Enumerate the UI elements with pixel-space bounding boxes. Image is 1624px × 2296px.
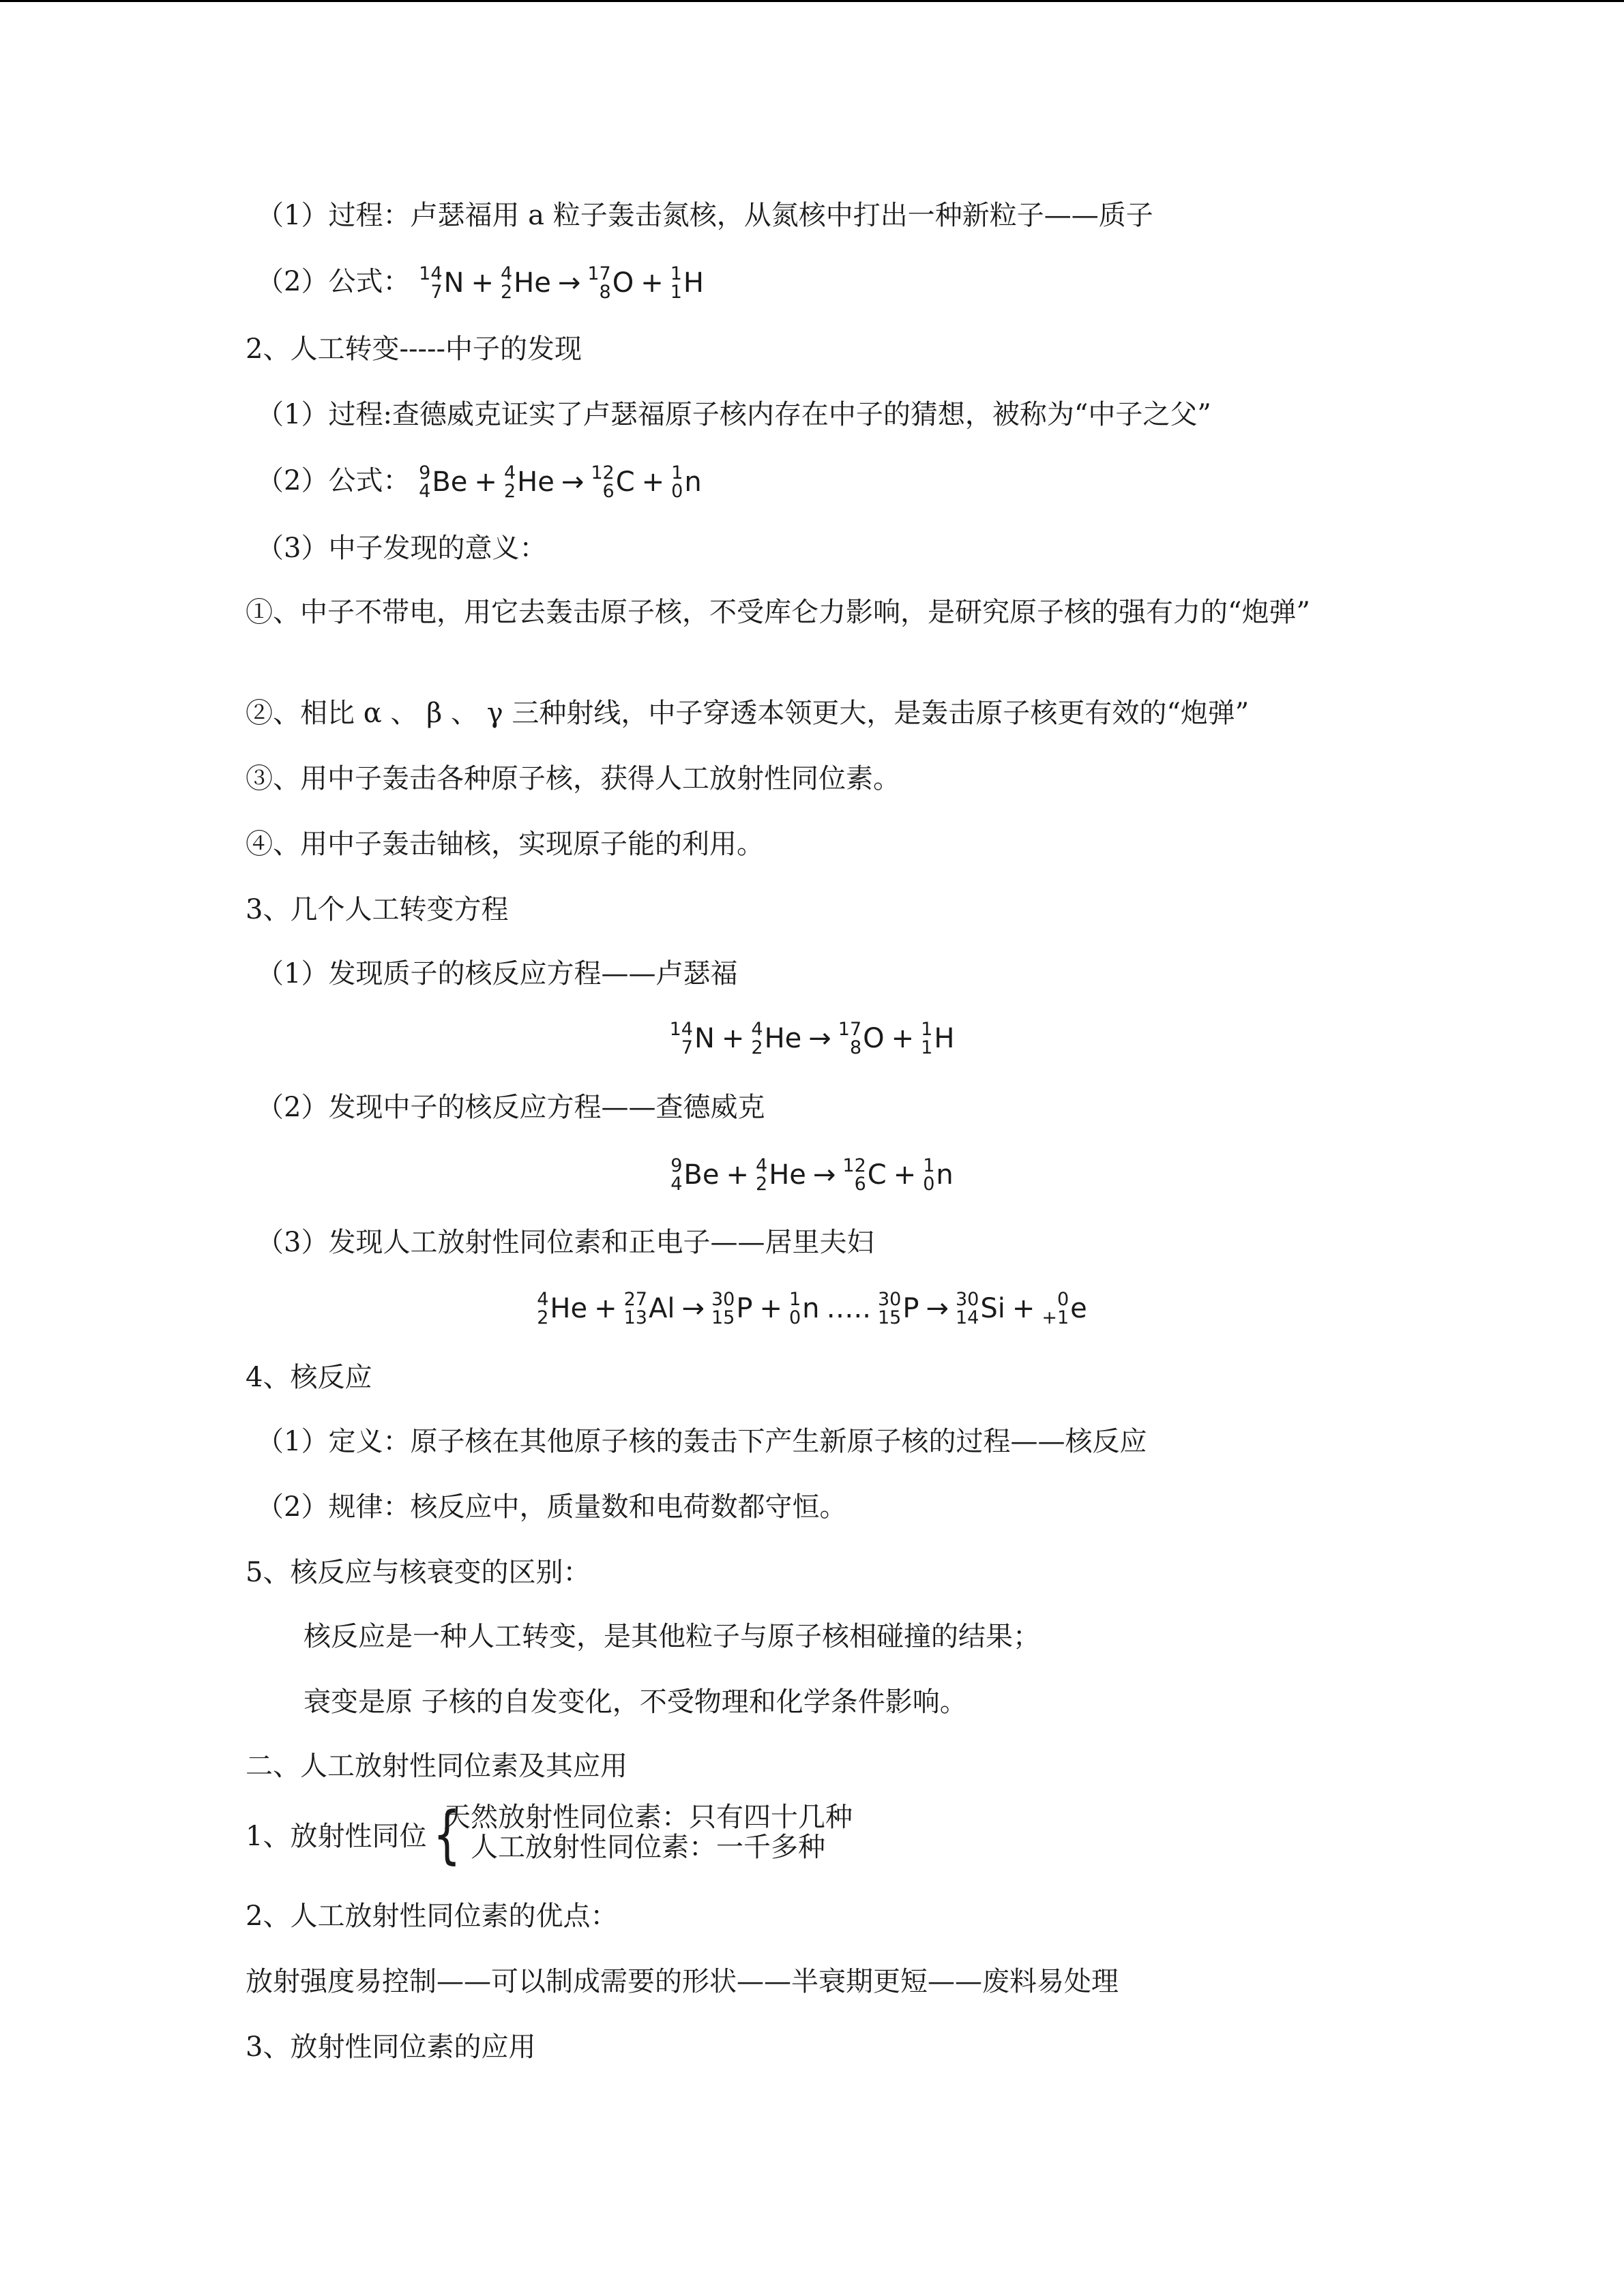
section-difference: 5、核反应与核衰变的区别：: [246, 1557, 591, 1588]
nuclide: [591, 464, 634, 501]
element-symbol: He: [514, 267, 551, 299]
equation-curie-display: [0, 1290, 1624, 1327]
nuclide: [587, 265, 634, 301]
element-symbol: P: [902, 1293, 919, 1324]
isotope-label: 1、放射性同位: [246, 1821, 427, 1852]
nuclide: [537, 1290, 587, 1327]
atomic-number: 6: [854, 1174, 866, 1195]
equation-operator: →: [926, 1293, 949, 1324]
equation-operator: +: [1012, 1293, 1035, 1324]
element-symbol: He: [550, 1293, 588, 1324]
mass-number: 30: [877, 1289, 902, 1310]
equation-operator: +: [893, 1159, 917, 1191]
mass-number: 12: [842, 1155, 866, 1176]
equation-neutron-display: [0, 1157, 1624, 1193]
atomic-number: 0: [671, 481, 683, 502]
process-line-2: （1）过程:查德威克证实了卢瑟福原子核内存在中子的猜想，被称为“中子之父”: [256, 399, 1211, 430]
equation-proton-inline: [419, 263, 704, 303]
mass-number: 1: [670, 263, 682, 284]
mass-number: 4: [537, 1289, 549, 1310]
artificial-isotope-item: 人工放射性同位素：一千多种: [471, 1832, 825, 1863]
element-symbol: P: [736, 1293, 753, 1324]
atomic-number: 2: [756, 1174, 768, 1195]
nuclide: [1042, 1290, 1087, 1327]
mass-number: 14: [669, 1019, 693, 1040]
mass-number: 14: [419, 263, 443, 284]
atomic-number: 0: [923, 1174, 935, 1195]
atomic-number: 15: [711, 1307, 735, 1328]
mass-number: 1: [921, 1019, 933, 1040]
nuclide: [624, 1290, 675, 1327]
reaction-curie-heading: （3）发现人工放射性同位素和正电子——居里夫妇: [256, 1227, 874, 1258]
nuclide: [921, 1020, 954, 1057]
element-symbol: N: [694, 1023, 715, 1054]
process-line-1: （1）过程：卢瑟福用 a 粒子轰击氮核，从氮核中打出一种新粒子——质子: [256, 200, 1153, 231]
mass-number: 30: [711, 1289, 735, 1310]
nuclide: [670, 1157, 719, 1193]
mass-number: 1: [788, 1289, 801, 1310]
element-symbol: He: [764, 1023, 802, 1054]
mass-number: 0: [1057, 1289, 1069, 1310]
equation-operator: +: [640, 267, 664, 299]
difference-decay: 衰变是原 子核的自发变化，不受物理和化学条件影响。: [304, 1686, 967, 1718]
difference-reaction: 核反应是一种人工转变，是其他粒子与原子核相碰撞的结果；: [304, 1621, 1040, 1652]
significance-item-3: ③、用中子轰击各种原子核，获得人工放射性同位素。: [246, 763, 900, 794]
element-symbol: Be: [432, 466, 468, 498]
nuclide: [756, 1157, 806, 1193]
significance-item-2: ②、相比 α 、 β 、 γ 三种射线，中子穿透本领更大，是轰击原子核更有效的“炮弹”: [246, 698, 1250, 729]
atomic-number: 13: [623, 1307, 647, 1328]
mass-number: 17: [587, 263, 611, 284]
atomic-number: 7: [430, 282, 443, 303]
section-applications: 3、放射性同位素的应用: [246, 2031, 536, 2063]
atomic-number: 8: [599, 282, 611, 303]
significance-item-1: ①、中子不带电，用它去轰击原子核，不受库仑力影响，是研究原子核的强有力的“炮弹”: [246, 597, 1310, 628]
mass-number: 4: [500, 263, 513, 284]
element-symbol: n: [936, 1159, 954, 1191]
mass-number: 1: [671, 462, 683, 483]
section-nuclear-reaction: 4、核反应: [246, 1362, 372, 1393]
nuclide: [842, 1157, 886, 1193]
nuclide: [419, 265, 464, 301]
equation-operator: …..: [826, 1293, 871, 1324]
mass-number: 27: [623, 1289, 647, 1310]
atomic-number: 1: [921, 1037, 933, 1058]
mass-number: 4: [756, 1155, 768, 1176]
nuclide: [956, 1290, 1005, 1327]
element-symbol: H: [683, 267, 704, 299]
element-symbol: O: [612, 267, 634, 299]
element-symbol: O: [863, 1023, 885, 1054]
chapter-heading-isotopes: 二、人工放射性同位素及其应用: [246, 1750, 628, 1782]
equation-operator: →: [557, 267, 581, 299]
section-neutron-discovery: 2、人工转变-----中子的发现: [246, 333, 582, 365]
element-symbol: Si: [980, 1293, 1005, 1324]
atomic-number: 15: [877, 1307, 902, 1328]
equation-operator: →: [812, 1159, 836, 1191]
element-symbol: C: [615, 466, 635, 498]
atomic-number: 2: [537, 1307, 549, 1328]
equation-operator: +: [471, 267, 494, 299]
mass-number: 17: [838, 1019, 862, 1040]
formula-line-2: [256, 464, 702, 501]
atomic-number: 7: [681, 1037, 693, 1058]
element-symbol: e: [1070, 1293, 1087, 1324]
reaction-neutron-heading: （2）发现中子的核反应方程——查德威克: [256, 1092, 765, 1123]
nuclear-reaction-rule: （2）规律：核反应中，质量数和电荷数都守恒。: [256, 1491, 847, 1523]
atomic-number: 2: [751, 1037, 763, 1058]
nuclear-reaction-definition: （1）定义：原子核在其他原子核的轰击下产生新原子核的过程——核反应: [256, 1426, 1147, 1457]
nuclide: [878, 1290, 919, 1327]
formula-label: （2）公式：: [256, 266, 411, 297]
element-symbol: He: [769, 1159, 806, 1191]
element-symbol: H: [934, 1023, 955, 1054]
mass-number: 9: [670, 1155, 683, 1176]
mass-number: 1: [923, 1155, 935, 1176]
nuclide: [419, 464, 467, 501]
equation-operator: +: [726, 1159, 749, 1191]
mass-number: 30: [955, 1289, 979, 1310]
advantages-text: 放射强度易控制——可以制成需要的形状——半衰期更短——废料易处理: [246, 1966, 1119, 1997]
nuclide: [504, 464, 555, 501]
atomic-number: 14: [955, 1307, 979, 1328]
mass-number: 4: [503, 462, 516, 483]
nuclide: [501, 265, 551, 301]
element-symbol: Be: [683, 1159, 720, 1191]
nuclide: [923, 1157, 954, 1193]
nuclide: [838, 1020, 885, 1057]
atomic-number: 6: [602, 481, 615, 502]
nuclide: [711, 1290, 752, 1327]
mass-number: 4: [751, 1019, 763, 1040]
equation-operator: →: [561, 466, 585, 498]
equation-operator: +: [474, 466, 497, 498]
page-top-border: [0, 0, 1624, 2]
equation-operator: +: [594, 1293, 617, 1324]
section-artificial-transmutation: 3、几个人工转变方程: [246, 894, 509, 925]
nuclide: [670, 265, 704, 301]
nuclide: [671, 464, 702, 501]
mass-number: 12: [591, 462, 615, 483]
nuclide: [789, 1290, 820, 1327]
equation-operator: +: [891, 1023, 915, 1054]
formula-line-1: [256, 265, 704, 301]
nuclide: [670, 1020, 715, 1057]
atomic-number: 4: [419, 481, 431, 502]
element-symbol: C: [867, 1159, 887, 1191]
left-brace: {: [432, 1798, 461, 1871]
atomic-number: +1: [1042, 1307, 1069, 1328]
atomic-number: 8: [849, 1037, 862, 1058]
reaction-proton-heading: （1）发现质子的核反应方程——卢瑟福: [256, 958, 738, 989]
atomic-number: 0: [788, 1307, 801, 1328]
atomic-number: 1: [670, 282, 682, 303]
natural-isotope-item: 天然放射性同位素：只有四十几种: [443, 1802, 853, 1833]
mass-number: 9: [419, 462, 431, 483]
equation-operator: +: [721, 1023, 745, 1054]
equation-neutron-inline: [419, 462, 702, 502]
nuclide: [751, 1020, 801, 1057]
equation-proton-display: [0, 1020, 1624, 1057]
significance-heading: （3）中子发现的意义：: [256, 533, 547, 564]
section-advantages: 2、人工放射性同位素的优点：: [246, 1900, 618, 1932]
formula-label: （2）公式：: [256, 465, 411, 496]
significance-item-4: ④、用中子轰击铀核，实现原子能的利用。: [246, 829, 764, 860]
equation-operator: +: [759, 1293, 782, 1324]
element-symbol: He: [517, 466, 555, 498]
equation-operator: →: [681, 1293, 705, 1324]
atomic-number: 2: [500, 282, 513, 303]
atomic-number: 4: [670, 1174, 683, 1195]
element-symbol: Al: [648, 1293, 675, 1324]
element-symbol: n: [684, 466, 702, 498]
equation-operator: +: [641, 466, 665, 498]
atomic-number: 2: [503, 481, 516, 502]
element-symbol: N: [443, 267, 464, 299]
equation-operator: →: [808, 1023, 831, 1054]
element-symbol: n: [802, 1293, 820, 1324]
